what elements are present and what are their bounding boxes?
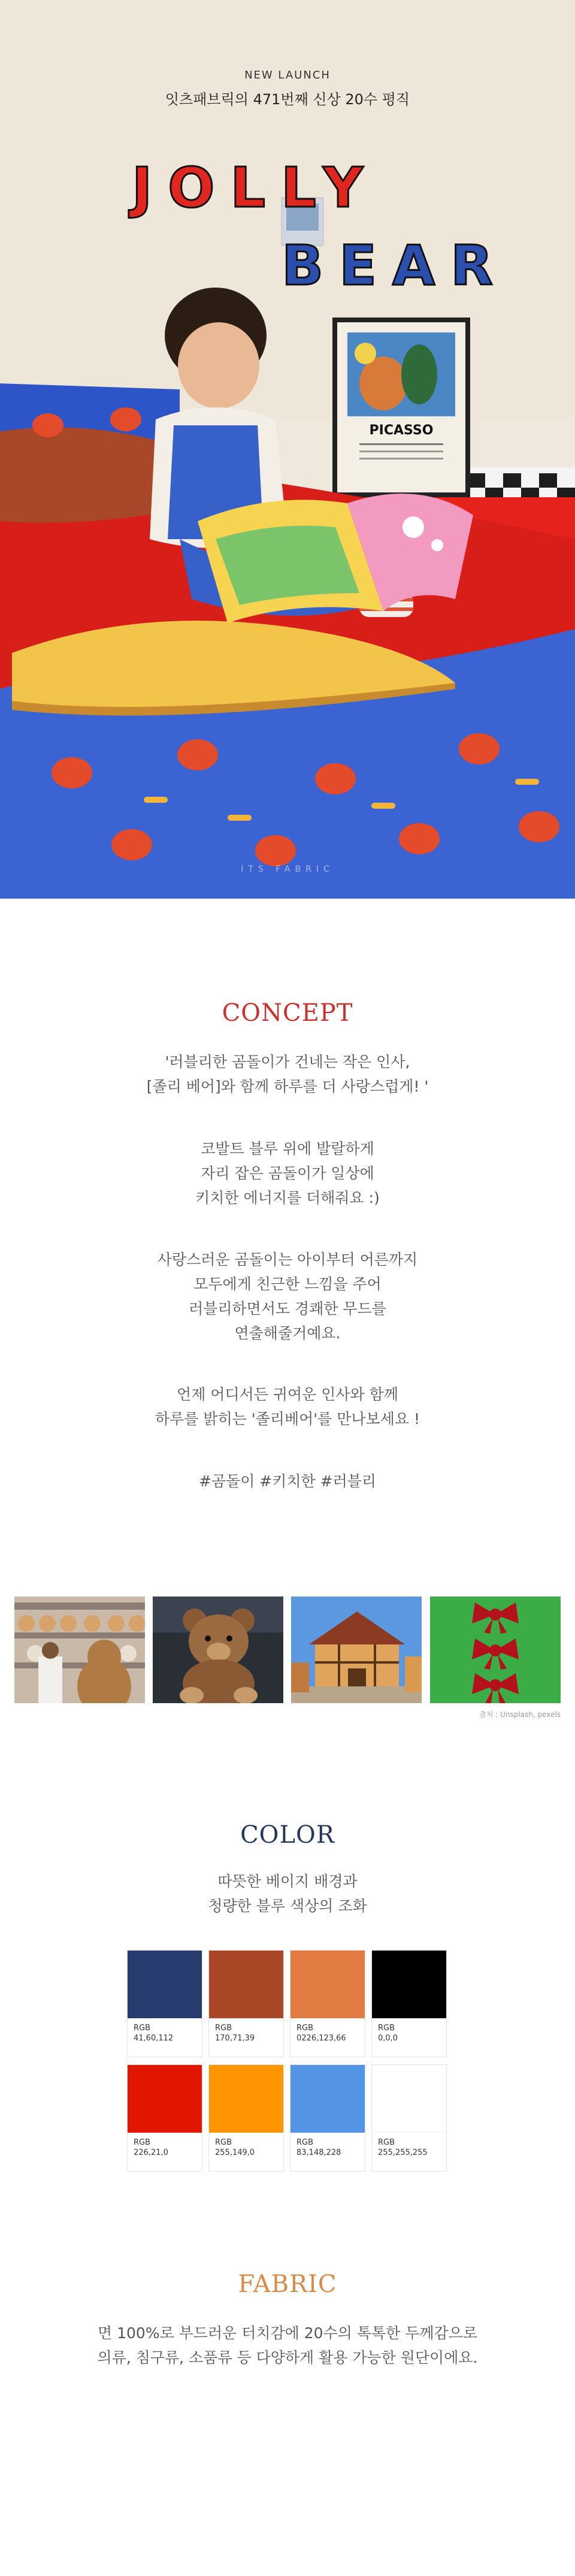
hero-illustration [0, 0, 575, 899]
svg-text:ITS FABRIC: ITS FABRIC [241, 864, 334, 874]
concept-line: 키치한 에너지를 더해줘요 :) [195, 1189, 380, 1207]
photo-teddy-bear [153, 1597, 283, 1703]
swatch-label: RGB [134, 2024, 151, 2033]
swatch-value: 255,149,0 [215, 2148, 255, 2157]
fabric-title: FABRIC [238, 2270, 337, 2298]
concept-line: 사랑스러운 곰돌이는 아이부터 어른까지 [157, 1251, 418, 1268]
hero-photo [0, 0, 575, 899]
color-swatch [208, 1950, 284, 2057]
svg-text:PICASSO: PICASSO [369, 423, 434, 438]
swatch-chip [290, 1951, 365, 2018]
color-swatch [208, 2064, 284, 2172]
color-swatch [290, 1950, 365, 2057]
swatch-label: RGB [296, 2138, 314, 2147]
color-swatch [371, 2064, 447, 2172]
fabric-desc-line: 면 100%로 부드러운 터치감에 20수의 톡톡한 두께감으로 [98, 2324, 477, 2342]
concept-hashtags [0, 1469, 575, 1493]
color-description [0, 1869, 575, 1918]
color-desc-line: 따뜻한 베이지 배경과 [217, 1873, 358, 1890]
color-swatch [371, 1950, 447, 2057]
concept-line: '러블리한 곰돌이가 건네는 작은 인사, [165, 1053, 410, 1071]
swatch-value: 41,60,112 [134, 2034, 174, 2043]
concept-photo-strip [14, 1597, 561, 1703]
concept-paragraph-4 [0, 1382, 575, 1431]
color-desc-line: 청량한 블루 색상의 조화 [208, 1897, 367, 1915]
concept-title: CONCEPT [222, 999, 353, 1027]
swatch-chip [209, 1951, 283, 2018]
color-title: COLOR [240, 1821, 335, 1849]
color-swatch [127, 2064, 202, 2172]
svg-text:BEAR: BEAR [282, 234, 509, 298]
photo-credit: 출처 : Unsplash, pexels [479, 1710, 561, 1719]
svg-text:JOLLY: JOLLY [132, 156, 379, 220]
concept-line: 하루를 밝히는 '졸리베어'를 만나보세요 ! [155, 1410, 420, 1428]
swatch-chip [128, 1951, 202, 2018]
swatch-chip [372, 1951, 446, 2018]
hashtag-line: #곰돌이 #키치한 #러블리 [198, 1473, 377, 1490]
concept-line: 모두에게 친근한 느낌을 주어 [193, 1275, 382, 1293]
hero-subtitle: 잇츠패브릭의 471번째 신상 20수 평직 [165, 91, 410, 108]
photo-timber-house [291, 1597, 422, 1703]
swatch-label: RGB [378, 2138, 395, 2147]
color-swatch [290, 2064, 365, 2172]
picasso-poster [332, 318, 470, 497]
concept-paragraph-3 [0, 1247, 575, 1346]
swatch-value: 0226,123,66 [296, 2034, 346, 2043]
concept-paragraph-1 [0, 1050, 575, 1099]
swatch-chip [372, 2065, 446, 2133]
swatch-chip [290, 2065, 365, 2133]
swatch-label: RGB [215, 2024, 232, 2033]
concept-line: [졸리 베어]와 함께 하루를 더 사랑스럽게! ' [146, 1078, 429, 1095]
color-swatch [127, 1950, 202, 2057]
concept-paragraph-2 [0, 1136, 575, 1210]
fabric-desc-line: 의류, 침구류, 소품류 등 다양하게 활용 가능한 원단이에요. [97, 2349, 478, 2366]
swatch-label: RGB [378, 2024, 395, 2033]
fabric-description [0, 2321, 575, 2370]
swatch-chip [209, 2065, 283, 2133]
swatch-value: 226,21,0 [134, 2148, 168, 2157]
swatch-value: 0,0,0 [378, 2034, 398, 2043]
concept-line: 러블리하면서도 경쾌한 무드를 [189, 1300, 386, 1317]
swatch-value: 170,71,39 [215, 2034, 255, 2043]
swatch-value: 255,255,255 [378, 2148, 428, 2157]
concept-line: 자리 잡은 곰돌이가 일상에 [201, 1165, 374, 1182]
photo-red-bows [430, 1597, 561, 1703]
concept-line: 코발트 블루 위에 발랄하게 [201, 1140, 374, 1157]
concept-line: 연출해줄거예요. [234, 1325, 341, 1342]
swatch-label: RGB [215, 2138, 232, 2147]
swatch-value: 83,148,228 [296, 2148, 341, 2157]
swatch-chip [128, 2065, 202, 2133]
swatch-label: RGB [296, 2024, 314, 2033]
swatch-label: RGB [134, 2138, 151, 2147]
photo-toy-store [14, 1597, 145, 1703]
hero-kicker: NEW LAUNCH [244, 69, 331, 81]
concept-line: 언제 어디서든 귀여운 인사와 함께 [177, 1386, 398, 1403]
